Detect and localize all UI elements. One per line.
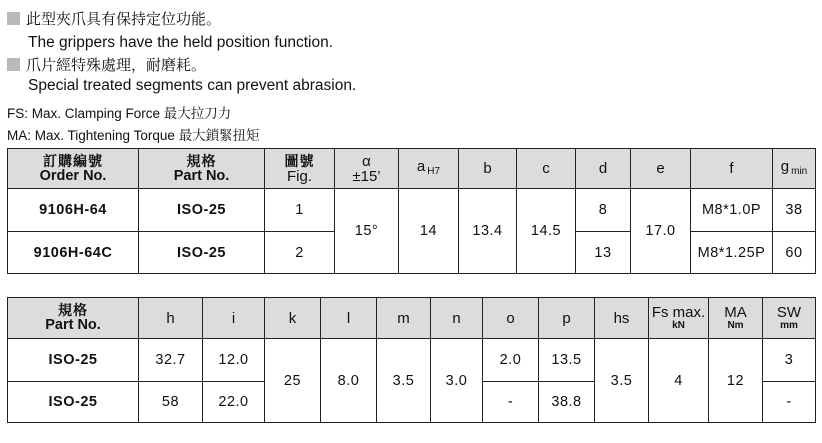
note-1-en: The grippers have the held position function. (28, 34, 334, 51)
header-hs: hs (595, 298, 649, 339)
table-row (8, 189, 816, 232)
header-fs-max: Fs max. kN (649, 298, 709, 339)
header-order-no: 訂購編號 Order No. (8, 149, 139, 189)
note-1-zh: 此型夾爪具有保持定位功能。 (26, 11, 222, 28)
header-d: d (576, 149, 631, 189)
header-fig: 圖號 Fig. (265, 149, 335, 189)
o-cell: - (483, 382, 539, 423)
header-g: g $_{min}$ (773, 149, 816, 189)
d-cell: 8 (576, 189, 631, 232)
d-cell: 13 (576, 232, 631, 274)
header-l: l (321, 298, 377, 339)
l-cell: 8.0 (321, 339, 377, 423)
table2-header-row (8, 298, 816, 339)
dimension-table (7, 297, 816, 423)
fig-cell: 2 (265, 232, 335, 274)
header-n: n (431, 298, 483, 339)
header-alpha: α ±15’ (335, 149, 399, 189)
e-cell: 17.0 (631, 189, 691, 274)
header-c: c (517, 149, 576, 189)
part-no-cell: ISO-25 (139, 232, 265, 274)
header-part-no: 規格 Part No. (139, 149, 265, 189)
header-i: i (203, 298, 265, 339)
header-o: o (483, 298, 539, 339)
p-cell: 13.5 (539, 339, 595, 382)
a-cell: 14 (399, 189, 459, 274)
fs-max-cell: 4 (649, 339, 709, 423)
part-no-cell: ISO-25 (8, 382, 139, 423)
n-cell: 3.0 (431, 339, 483, 423)
g-cell: 38 (773, 189, 816, 232)
g-cell: 60 (773, 232, 816, 274)
f-cell: M8*1.25P (691, 232, 773, 274)
k-cell: 25 (265, 339, 321, 423)
h-cell: 32.7 (139, 339, 203, 382)
order-spec-table (7, 148, 816, 274)
fig-cell: 1 (265, 189, 335, 232)
part-no-cell: ISO-25 (8, 339, 139, 382)
note-1 (7, 11, 221, 29)
header-f: f (691, 149, 773, 189)
h-cell: 58 (139, 382, 203, 423)
header-e: e (631, 149, 691, 189)
order-no-cell: 9106H-64C (8, 232, 139, 274)
header-part-no: 規格 Part No. (8, 298, 139, 339)
part-no-cell: ISO-25 (139, 189, 265, 232)
header-b: b (459, 149, 517, 189)
c-cell: 14.5 (517, 189, 576, 274)
note-2-en: Special treated segments can prevent abrasion. (28, 77, 357, 94)
o-cell: 2.0 (483, 339, 539, 382)
i-cell: 22.0 (203, 382, 265, 423)
table1-header-row (8, 149, 816, 189)
legend-ma: MA: Max. Tightening Torque 最大鎖緊扭矩 (7, 128, 260, 143)
header-k: k (265, 298, 321, 339)
square-bullet-icon (7, 12, 20, 25)
ma-cell: 12 (709, 339, 763, 423)
sw-cell: 3 (763, 339, 816, 382)
m-cell: 3.5 (377, 339, 431, 423)
header-h: h (139, 298, 203, 339)
header-sw: SW mm (763, 298, 816, 339)
header-p: p (539, 298, 595, 339)
table-row (8, 339, 816, 382)
p-cell: 38.8 (539, 382, 595, 423)
f-cell: M8*1.0P (691, 189, 773, 232)
order-no-cell: 9106H-64 (8, 189, 139, 232)
note-2-zh: 爪片經特殊處理，耐磨耗。 (26, 57, 207, 74)
alpha-cell: 15° (335, 189, 399, 274)
legend-fs: FS: Max. Clamping Force 最大拉刀力 (7, 106, 232, 121)
note-2 (7, 57, 206, 75)
header-m: m (377, 298, 431, 339)
hs-cell: 3.5 (595, 339, 649, 423)
header-ma: MA Nm (709, 298, 763, 339)
square-bullet-icon (7, 58, 20, 71)
sw-cell: - (763, 382, 816, 423)
b-cell: 13.4 (459, 189, 517, 274)
header-a: a $_{H7}$ (399, 149, 459, 189)
i-cell: 12.0 (203, 339, 265, 382)
